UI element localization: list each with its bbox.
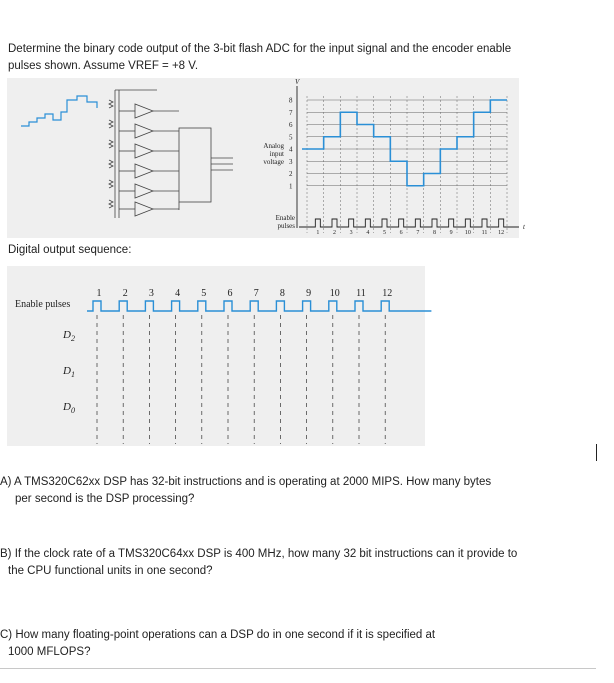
timing-content [15,288,431,444]
y-tick-label: 6 [289,121,293,129]
timing-pulse-number: 12 [382,288,393,299]
text-cursor [596,444,597,461]
analog-signal-line [302,100,507,186]
analog-input-label: input [269,150,284,158]
comparator-bank [115,90,233,218]
question-c-line-2: 1000 MFLOPS? [8,646,91,658]
timing-pulse-number: 6 [227,288,233,299]
pulse-number: 12 [498,230,505,236]
output-row-d0 [62,401,75,415]
timing-enable-pulse-train [87,301,431,311]
enable-pulses-label: pulses [277,222,295,230]
question-c-line-1: C) How many floating-point operations can a DSP do in one second if it is specified at [0,629,436,641]
question-b-line-2: the CPU functional units in one second? [8,565,213,577]
timing-pulse-number: 9 [306,288,312,299]
pulse-number: 8 [433,230,436,236]
output-row-subscript: 1 [70,370,75,379]
output-row-d2 [62,329,75,343]
input-signal-sketch [21,96,97,126]
bottom-divider [0,668,596,669]
pulse-number: 11 [481,230,488,236]
timing-pulse-number: 10 [329,288,340,299]
timing-pulse-number: 1 [96,288,102,299]
question-b-line-1: B) If the clock rate of a TMS320C64xx DSP is 400 MHz, how many 32 bit instructions can it provide to [0,548,518,560]
output-row-letter: D [63,329,71,341]
pulse-number: 9 [449,230,453,236]
y-tick-label: 4 [289,145,293,154]
pulse-number: 1 [316,230,320,236]
timing-diagram-svg [7,266,425,446]
pulse-number: 10 [464,230,471,236]
timing-pulse-number: 7 [253,288,259,299]
enable-pulses-label: Enable [275,214,295,222]
adc-figure-svg [7,78,525,238]
question-a-line-2: per second is the DSP processing? [15,493,195,505]
adc-figure [7,78,525,238]
pulse-number: 7 [416,230,420,236]
pulse-number: 5 [383,230,386,236]
output-row-letter: D [63,365,71,377]
timing-pulse-number: 4 [175,288,181,299]
output-row-subscript: 0 [70,406,75,415]
waveform-chart [263,78,526,236]
analog-input-label: voltage [263,158,284,166]
v-axis-label: V [295,78,300,86]
y-tick-label: 3 [289,157,293,166]
pulse-number: 2 [333,230,336,236]
output-row-letter: D [63,401,71,413]
output-row-d1 [62,365,75,379]
timing-pulse-number: 11 [356,288,366,299]
y-tick-label: 7 [289,108,293,117]
y-tick-label: 5 [289,133,293,142]
y-tick-label: 2 [289,170,293,178]
pulse-number: 4 [366,230,370,236]
enable-pulses-row-label: Enable pulses [15,299,71,310]
timing-diagram [7,266,425,446]
digital-output-label: Digital output sequence: [8,244,132,256]
question-a-line-1: A) A TMS320C62xx DSP has 32-bit instructions and is operating at 2000 MIPS. How many bytes [0,476,492,488]
pulse-number: 6 [399,230,403,236]
pulse-number: 3 [349,230,353,236]
question-1-line-1: Determine the binary code output of the 3-bit flash ADC for the input signal and the encoder enable [8,43,512,55]
schematic-resistors [109,100,113,208]
y-tick-label: 8 [289,96,293,105]
timing-pulse-number: 2 [122,288,128,299]
analog-input-label: Analog [263,142,284,150]
t-axis-label: t [523,223,525,231]
timing-pulse-number: 5 [201,288,207,299]
timing-pulse-number: 8 [279,288,285,299]
y-tick-label: 1 [289,182,293,191]
enable-pulse-train [299,219,519,227]
output-row-subscript: 2 [70,334,75,343]
question-1-line-2: pulses shown. Assume VREF = +8 V. [8,60,199,72]
timing-pulse-number: 3 [148,288,154,299]
